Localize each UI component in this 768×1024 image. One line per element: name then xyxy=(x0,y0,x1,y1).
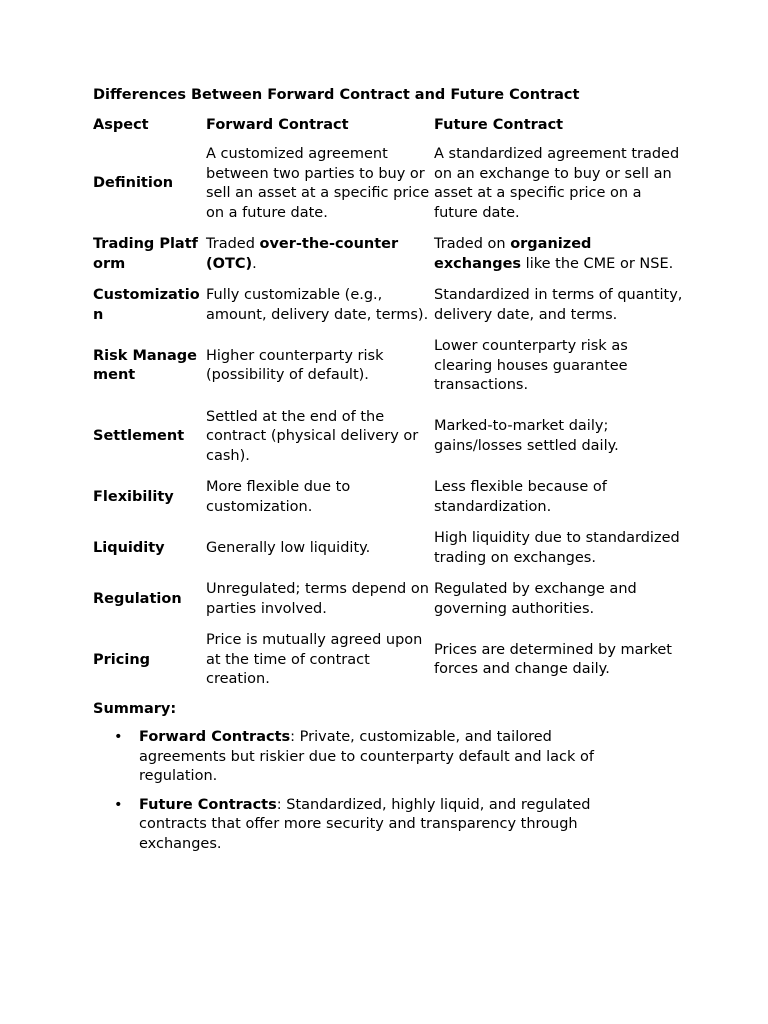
bullet-icon: • xyxy=(114,796,123,813)
aspect-cell: Settlement xyxy=(93,428,185,444)
cell-text: Traded xyxy=(206,236,260,252)
future-contract-cell xyxy=(434,145,683,235)
forward-contract-cell xyxy=(206,529,434,580)
future-contract-cell xyxy=(434,286,683,337)
header-future-contract: Future Contract xyxy=(434,116,564,133)
future-contract-cell xyxy=(434,478,683,529)
forward-contract-cell xyxy=(206,286,434,337)
cell-text: Prices are determined by market forces and change daily. xyxy=(434,641,672,678)
table-row xyxy=(93,145,683,235)
table-row xyxy=(93,478,683,529)
cell-text: Less flexible because of standardization. xyxy=(434,479,607,515)
cell-text: Settled at the end of the contract (physical delivery or cash). xyxy=(206,408,419,464)
table-row xyxy=(93,529,683,580)
aspect-cell: Trading Platform xyxy=(93,236,198,272)
table-row xyxy=(93,235,683,286)
cell-text: Marked-to-market daily; gains/losses settled daily. xyxy=(434,418,619,454)
table-row xyxy=(93,337,683,408)
future-contract-cell xyxy=(434,408,683,479)
cell-text: Standardized in terms of quantity, delivery date, and terms. xyxy=(434,287,683,323)
cell-text: More flexible due to customization. xyxy=(206,479,351,515)
table-row xyxy=(93,580,683,631)
table-row xyxy=(93,286,683,337)
comparison-table xyxy=(93,116,683,702)
future-contract-cell xyxy=(434,529,683,580)
cell-text: High liquidity due to standardized trading on exchanges. xyxy=(434,530,680,566)
table-row xyxy=(93,631,683,702)
forward-contract-cell xyxy=(206,478,434,529)
cell-text: Fully customizable (e.g., amount, delivery date, terms). xyxy=(206,287,429,323)
future-contract-cell xyxy=(434,580,683,631)
aspect-cell: Definition xyxy=(93,175,174,192)
forward-contract-cell xyxy=(206,580,434,631)
aspect-cell: Pricing xyxy=(93,651,151,668)
bullet-icon: • xyxy=(114,729,123,745)
cell-text: A customized agreement between two parties to buy or sell an asset at a specific price on a future date. xyxy=(206,146,430,221)
future-contract-cell xyxy=(434,631,683,702)
cell-text: Higher counterparty risk (possibility of default). xyxy=(206,347,384,384)
emphasis-text: organized exchanges xyxy=(434,236,592,272)
emphasis-text: over-the-counter (OTC) xyxy=(206,236,399,272)
forward-contract-cell xyxy=(206,337,434,408)
table-body xyxy=(93,145,683,702)
cell-text: A standardized agreement traded on an exchange to buy or sell an asset at a specific price on a future date. xyxy=(434,146,680,221)
summary-term: Forward Contracts xyxy=(139,729,291,745)
aspect-cell: Flexibility xyxy=(93,488,174,505)
header-forward-contract: Forward Contract xyxy=(206,116,349,133)
table-row xyxy=(93,408,683,479)
summary-item xyxy=(93,796,639,855)
summary-list xyxy=(93,728,683,854)
summary-title: Summary: xyxy=(93,700,177,717)
cell-text: Regulated by exchange and governing authorities. xyxy=(434,581,637,617)
cell-text: Traded on xyxy=(434,236,511,252)
forward-contract-cell xyxy=(206,408,434,479)
future-contract-cell xyxy=(434,235,683,286)
aspect-cell: Risk Management xyxy=(93,347,197,384)
cell-text: Price is mutually agreed upon at the time of contract creation. xyxy=(206,632,423,687)
summary-item xyxy=(93,728,639,787)
cell-text: Lower counterparty risk as clearing houses guarantee transactions. xyxy=(434,338,628,393)
summary-term: Future Contracts xyxy=(139,796,277,813)
document-title: Differences Between Forward Contract and Future Contract xyxy=(93,87,580,103)
header-aspect: Aspect xyxy=(93,116,149,133)
forward-contract-cell xyxy=(206,631,434,702)
cell-text: like the CME or NSE. xyxy=(521,255,674,272)
forward-contract-cell xyxy=(206,145,434,235)
document-page xyxy=(93,86,683,863)
summary-text: : Standardized, highly liquid, and regulated contracts that offer more security and transparency through exchanges. xyxy=(139,796,591,852)
table-header-row xyxy=(93,116,683,146)
aspect-cell: Customization xyxy=(93,287,200,323)
aspect-cell: Liquidity xyxy=(93,539,165,556)
cell-text: . xyxy=(252,255,257,272)
forward-contract-cell xyxy=(206,235,434,286)
summary-text: : Private, customizable, and tailored agreements but riskier due to counterparty default and lack of regulation. xyxy=(139,729,595,784)
cell-text: Generally low liquidity. xyxy=(206,539,371,556)
aspect-cell: Regulation xyxy=(93,590,182,607)
cell-text: Unregulated; terms depend on parties involved. xyxy=(206,581,429,617)
future-contract-cell xyxy=(434,337,683,408)
